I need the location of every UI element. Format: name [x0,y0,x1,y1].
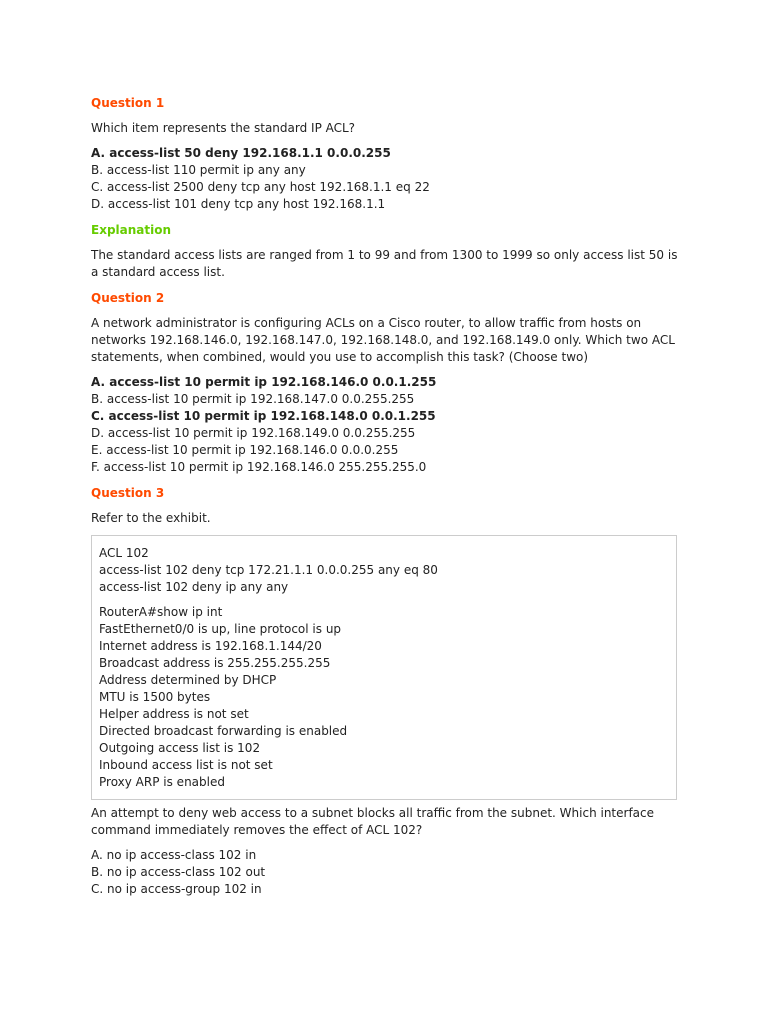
question-1-option-c: C. access-list 2500 deny tcp any host 192.168.1.1 eq 22 [91,180,430,194]
explanation-text: The standard access lists are ranged from 1 to 99 and from 1300 to 1999 so only access list 50 is a standard access list. [91,248,678,279]
exhibit-line: Inbound access list is not set [99,758,273,772]
question-3-option-b: B. no ip access-class 102 out [91,865,266,879]
exhibit-line: RouterA#show ip int [99,605,223,619]
question-1-heading: Question 1 [91,96,165,110]
exhibit-box [91,535,677,800]
exhibit-line: Helper address is not set [99,707,249,721]
exhibit-line: Internet address is 192.168.1.144/20 [99,639,322,653]
question-3-heading: Question 3 [91,486,165,500]
document-content [91,94,681,906]
exhibit-line: Address determined by DHCP [99,673,277,687]
exhibit-line: Broadcast address is 255.255.255.255 [99,656,331,670]
exhibit-line: Proxy ARP is enabled [99,775,225,789]
exhibit-line: FastEthernet0/0 is up, line protocol is up [99,622,342,636]
question-2-option-f: F. access-list 10 permit ip 192.168.146.0 255.255.255.0 [91,460,427,474]
exhibit-line: access-list 102 deny ip any any [99,580,289,594]
question-1-option-b: B. access-list 110 permit ip any any [91,163,306,177]
exhibit-acl-block [99,545,669,596]
question-3-option-c: C. no ip access-group 102 in [91,882,262,896]
question-2 [91,289,681,476]
question-1-text: Which item represents the standard IP ACL? [91,121,356,135]
question-3-option-a: A. no ip access-class 102 in [91,848,257,862]
question-2-text: A network administrator is configuring ACLs on a Cisco router, to allow traffic from hosts on networks 192.168.146.0, 192.168.147.0, 192.168.148.0, and 192.168.149.0 only. Which two ACL statements, when combined, would you use to accomplish this task? (Choose two) [91,316,675,364]
question-2-option-a: A. access-list 10 permit ip 192.168.146.0 0.0.1.255 [91,375,437,389]
question-3-options [91,847,681,898]
exhibit-line: access-list 102 deny tcp 172.21.1.1 0.0.0.255 any eq 80 [99,563,438,577]
exhibit-line: Directed broadcast forwarding is enabled [99,724,348,738]
question-2-heading: Question 2 [91,291,165,305]
question-2-option-c: C. access-list 10 permit ip 192.168.148.0 0.0.1.255 [91,409,436,423]
question-2-option-d: D. access-list 10 permit ip 192.168.149.0 0.0.255.255 [91,426,416,440]
exhibit-line: Outgoing access list is 102 [99,741,261,755]
exhibit-line: ACL 102 [99,546,149,560]
explanation-heading: Explanation [91,223,172,237]
question-1 [91,94,681,281]
question-3-followup: An attempt to deny web access to a subnet blocks all traffic from the subnet. Which interface command immediately removes the effect of ACL 102? [91,806,655,837]
question-2-option-e: E. access-list 10 permit ip 192.168.146.0 0.0.0.255 [91,443,399,457]
question-3-text: Refer to the exhibit. [91,511,211,525]
question-1-option-a: A. access-list 50 deny 192.168.1.1 0.0.0.255 [91,146,391,160]
exhibit-line: MTU is 1500 bytes [99,690,211,704]
question-2-option-b: B. access-list 10 permit ip 192.168.147.0 0.0.255.255 [91,392,415,406]
question-2-options [91,374,681,476]
question-1-options [91,145,681,213]
question-1-option-d: D. access-list 101 deny tcp any host 192.168.1.1 [91,197,386,211]
exhibit-router-block [99,604,669,791]
question-3 [91,484,681,898]
